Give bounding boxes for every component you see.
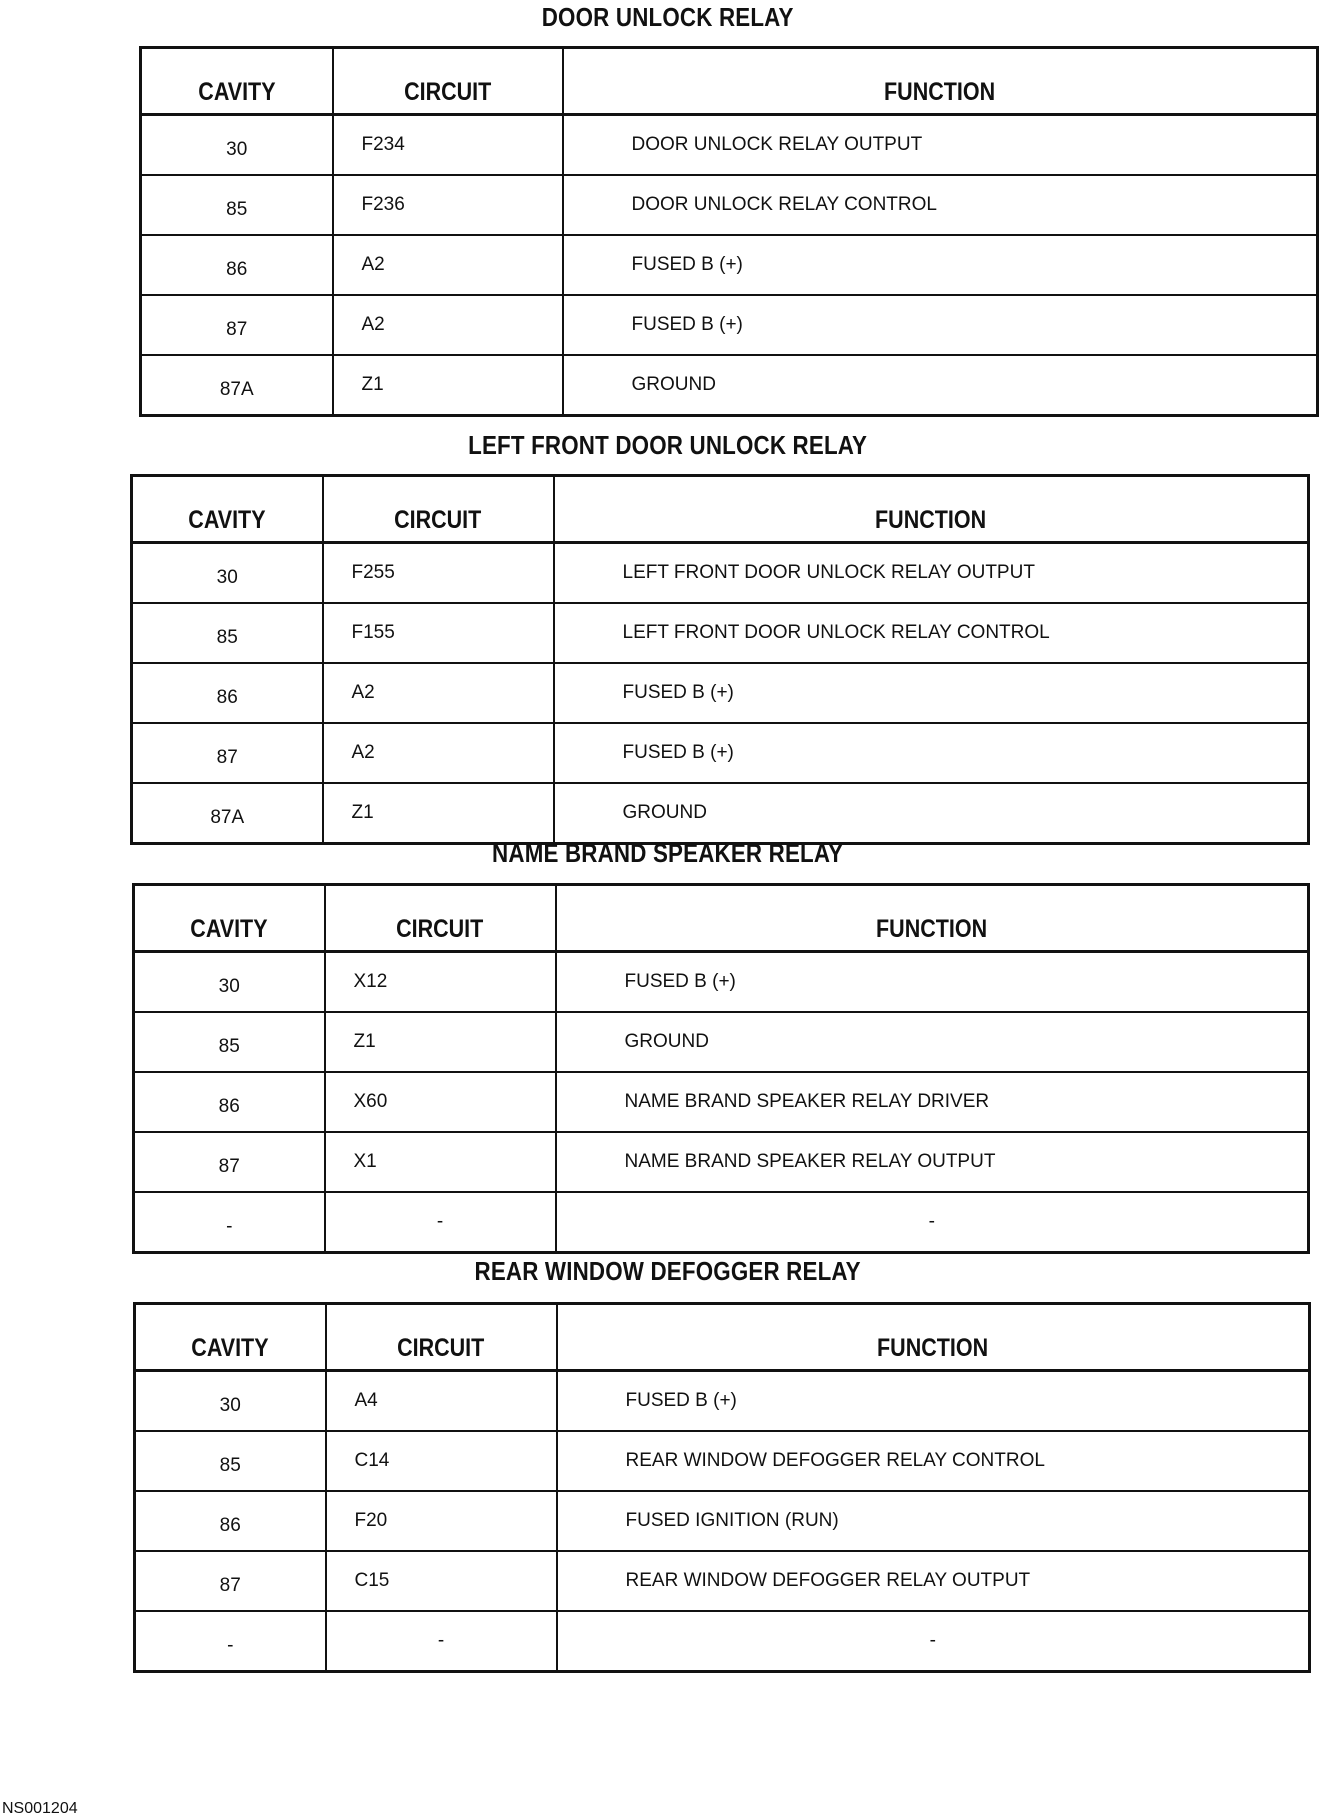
circuit-cell: - <box>325 1192 556 1253</box>
table-row <box>134 1192 1309 1253</box>
circuit-cell: A2 <box>333 295 563 355</box>
table-row <box>132 663 1309 723</box>
relay-title: REAR WINDOW DEFOGGER RELAY <box>474 1256 861 1286</box>
relay-table <box>133 1302 1311 1673</box>
table-row <box>141 235 1318 295</box>
circuit-cell: - <box>326 1611 557 1672</box>
circuit-cell: F236 <box>333 175 563 235</box>
table-row <box>132 603 1309 663</box>
circuit-cell: C15 <box>326 1551 557 1611</box>
cavity-cell: - <box>135 1611 326 1672</box>
column-header-cavity: CAVITY <box>134 885 325 952</box>
cavity-cell: 87 <box>135 1551 326 1611</box>
column-header-circuit: CIRCUIT <box>333 48 563 115</box>
relay-table <box>130 474 1310 845</box>
table-row <box>134 952 1309 1013</box>
cavity-cell: 30 <box>141 115 333 176</box>
cavity-cell: 86 <box>135 1491 326 1551</box>
function-cell: - <box>557 1611 1310 1672</box>
circuit-cell: F155 <box>323 603 554 663</box>
table-row <box>141 355 1318 416</box>
table-row <box>135 1551 1310 1611</box>
cavity-cell: 86 <box>132 663 323 723</box>
cavity-cell: 85 <box>132 603 323 663</box>
table-row <box>132 543 1309 604</box>
circuit-cell: C14 <box>326 1431 557 1491</box>
cavity-cell: 85 <box>141 175 333 235</box>
table-row <box>132 723 1309 783</box>
function-cell: REAR WINDOW DEFOGGER RELAY OUTPUT <box>557 1551 1310 1611</box>
function-cell: FUSED B (+) <box>554 723 1309 783</box>
function-cell: FUSED IGNITION (RUN) <box>557 1491 1310 1551</box>
table-row <box>135 1491 1310 1551</box>
column-header-function: FUNCTION <box>556 885 1309 952</box>
table-row <box>134 1072 1309 1132</box>
circuit-cell: A4 <box>326 1371 557 1432</box>
table-header-row <box>132 476 1309 543</box>
circuit-cell: F234 <box>333 115 563 176</box>
function-cell: FUSED B (+) <box>563 295 1318 355</box>
table-row <box>134 1132 1309 1192</box>
cavity-cell: 30 <box>132 543 323 604</box>
table-row <box>141 115 1318 176</box>
function-cell: DOOR UNLOCK RELAY CONTROL <box>563 175 1318 235</box>
cavity-cell: - <box>134 1192 325 1253</box>
column-header-function: FUNCTION <box>554 476 1309 543</box>
table-header-row <box>135 1304 1310 1371</box>
circuit-cell: Z1 <box>333 355 563 416</box>
table-row <box>135 1371 1310 1432</box>
function-cell: FUSED B (+) <box>554 663 1309 723</box>
circuit-cell: F255 <box>323 543 554 604</box>
circuit-cell: X1 <box>325 1132 556 1192</box>
table-row <box>141 295 1318 355</box>
cavity-cell: 30 <box>134 952 325 1013</box>
function-cell: FUSED B (+) <box>563 235 1318 295</box>
cavity-cell: 86 <box>141 235 333 295</box>
column-header-circuit: CIRCUIT <box>326 1304 557 1371</box>
cavity-cell: 30 <box>135 1371 326 1432</box>
function-cell: - <box>556 1192 1309 1253</box>
function-cell: GROUND <box>554 783 1309 844</box>
cavity-cell: 85 <box>135 1431 326 1491</box>
relay-title: DOOR UNLOCK RELAY <box>541 2 794 32</box>
column-header-function: FUNCTION <box>557 1304 1310 1371</box>
function-cell: FUSED B (+) <box>556 952 1309 1013</box>
cavity-cell: 86 <box>134 1072 325 1132</box>
circuit-cell: Z1 <box>325 1012 556 1072</box>
table-row <box>135 1431 1310 1491</box>
relay-title: LEFT FRONT DOOR UNLOCK RELAY <box>468 430 868 460</box>
column-header-function: FUNCTION <box>563 48 1318 115</box>
circuit-cell: X12 <box>325 952 556 1013</box>
function-cell: GROUND <box>563 355 1318 416</box>
cavity-cell: 87A <box>132 783 323 844</box>
table-row <box>134 1012 1309 1072</box>
cavity-cell: 87 <box>134 1132 325 1192</box>
function-cell: NAME BRAND SPEAKER RELAY OUTPUT <box>556 1132 1309 1192</box>
function-cell: DOOR UNLOCK RELAY OUTPUT <box>563 115 1318 176</box>
cavity-cell: 87 <box>132 723 323 783</box>
circuit-cell: A2 <box>333 235 563 295</box>
circuit-cell: A2 <box>323 723 554 783</box>
function-cell: REAR WINDOW DEFOGGER RELAY CONTROL <box>557 1431 1310 1491</box>
relay-table <box>139 46 1319 417</box>
circuit-cell: X60 <box>325 1072 556 1132</box>
relay-table <box>132 883 1310 1254</box>
circuit-cell: F20 <box>326 1491 557 1551</box>
function-cell: LEFT FRONT DOOR UNLOCK RELAY CONTROL <box>554 603 1309 663</box>
figure-id: NS001204 <box>2 1800 78 1817</box>
table-row <box>132 783 1309 844</box>
table-header-row <box>141 48 1318 115</box>
column-header-circuit: CIRCUIT <box>325 885 556 952</box>
function-cell: GROUND <box>556 1012 1309 1072</box>
column-header-cavity: CAVITY <box>135 1304 326 1371</box>
table-row <box>141 175 1318 235</box>
circuit-cell: Z1 <box>323 783 554 844</box>
relay-title: NAME BRAND SPEAKER RELAY <box>492 838 844 868</box>
function-cell: LEFT FRONT DOOR UNLOCK RELAY OUTPUT <box>554 543 1309 604</box>
circuit-cell: A2 <box>323 663 554 723</box>
cavity-cell: 87 <box>141 295 333 355</box>
cavity-cell: 85 <box>134 1012 325 1072</box>
column-header-cavity: CAVITY <box>132 476 323 543</box>
column-header-circuit: CIRCUIT <box>323 476 554 543</box>
function-cell: NAME BRAND SPEAKER RELAY DRIVER <box>556 1072 1309 1132</box>
table-header-row <box>134 885 1309 952</box>
function-cell: FUSED B (+) <box>557 1371 1310 1432</box>
table-row <box>135 1611 1310 1672</box>
column-header-cavity: CAVITY <box>141 48 333 115</box>
cavity-cell: 87A <box>141 355 333 416</box>
